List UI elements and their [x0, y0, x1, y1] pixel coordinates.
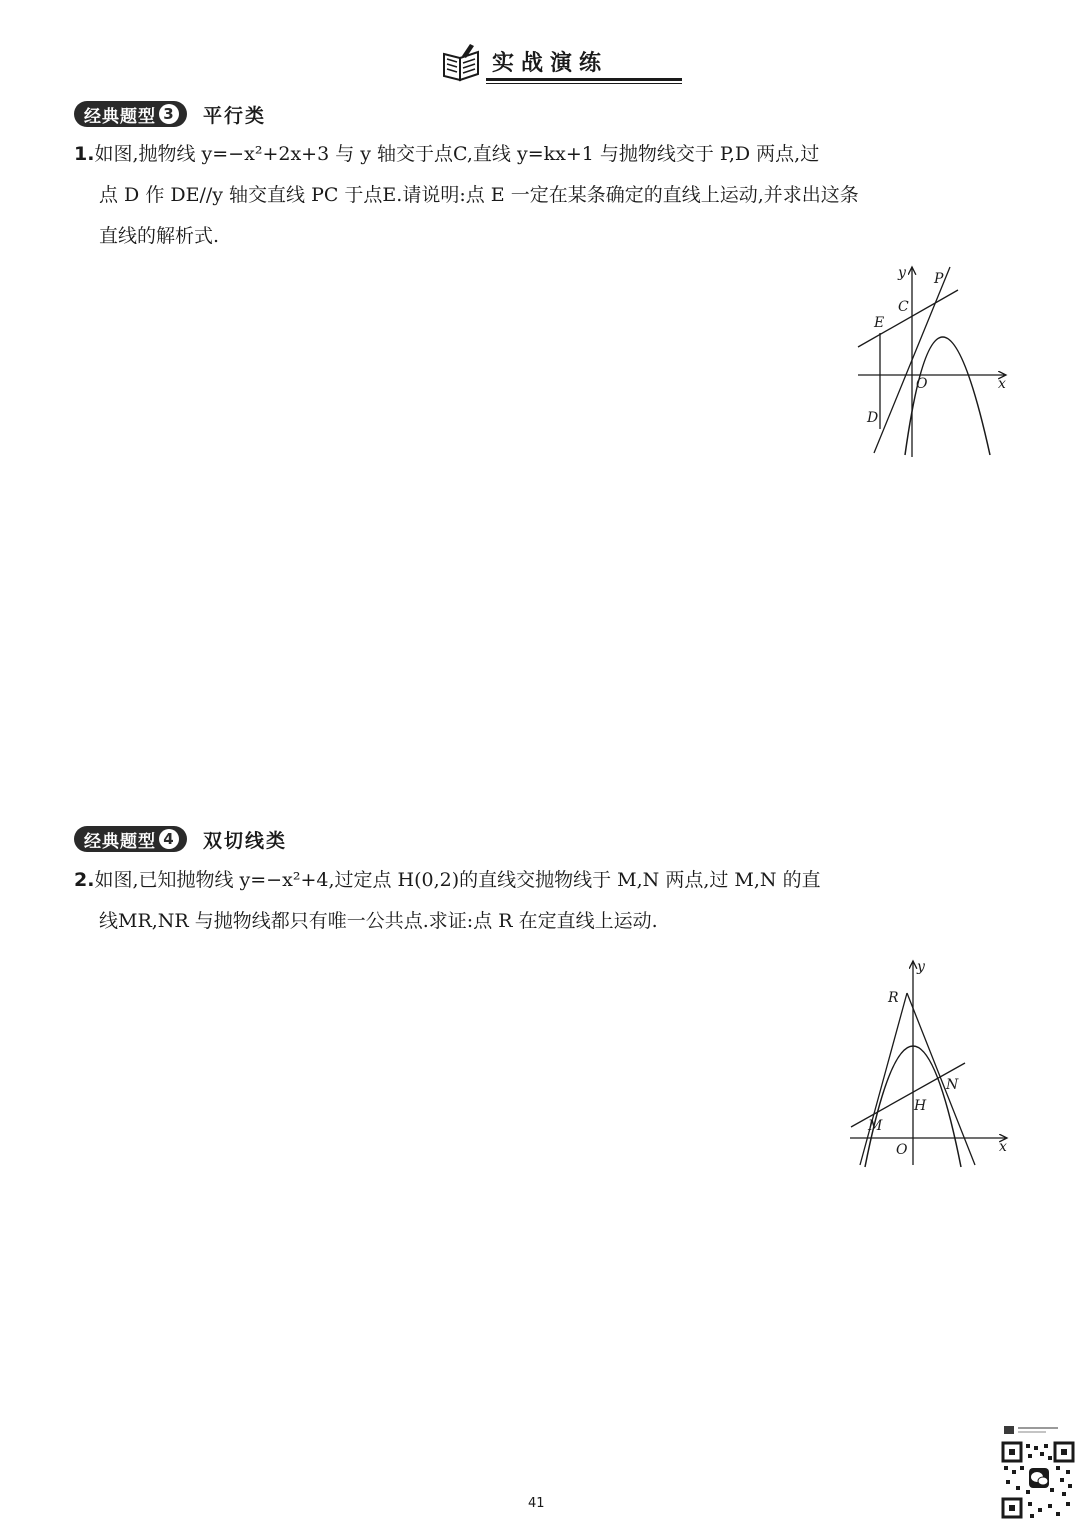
- tangent-nr: [907, 993, 975, 1165]
- section-header: [440, 40, 650, 86]
- problem-number: 2.: [74, 869, 95, 891]
- label-e: E: [874, 315, 885, 331]
- page-number: 41: [528, 1496, 545, 1511]
- problem-1-line-2: 点 D 作 DE//y 轴交直线 PC 于点E.请说明:点 E 一定在某条确定的直线上运动,并求出这条: [99, 184, 859, 206]
- label-c: C: [898, 299, 909, 315]
- section-tag-pill: [74, 826, 187, 852]
- figure-2: [845, 955, 1015, 1170]
- header-rule-thin: [486, 83, 682, 84]
- problem-text: 如图,抛物线 y=−x²+2x+3 与 y 轴交于点C,直线 y=kx+1 与抛物线交于 P,D 两点,过: [94, 143, 820, 165]
- figure-1: [850, 255, 1015, 465]
- label-h: H: [914, 1098, 927, 1114]
- section-tag-number: 3: [159, 104, 179, 124]
- section-tag-text: 经典题型: [84, 831, 156, 852]
- header-rule: [486, 78, 682, 81]
- label-o: O: [896, 1142, 908, 1158]
- book-icon: [440, 42, 484, 82]
- label-n: N: [946, 1077, 959, 1093]
- section-title: 平行类: [203, 104, 267, 127]
- label-d: D: [867, 410, 879, 426]
- label-r: R: [888, 990, 899, 1006]
- problem-1: [74, 134, 1014, 257]
- problem-1-line-3: 直线的解析式.: [99, 225, 220, 247]
- section-tag-pill: [74, 101, 187, 127]
- header-title: 实战演练: [492, 51, 609, 76]
- section-tag-3: [74, 101, 266, 127]
- label-x: x: [999, 1139, 1007, 1155]
- label-y: y: [898, 265, 906, 281]
- problem-2-line-2: 线MR,NR 与抛物线都只有唯一公共点.求证:点 R 在定直线上运动.: [99, 910, 658, 932]
- section-title: 双切线类: [203, 829, 288, 852]
- label-p: P: [934, 271, 944, 287]
- label-y: y: [917, 959, 925, 975]
- qr-code-icon: [1000, 1424, 1076, 1520]
- problem-text: 如图,已知抛物线 y=−x²+4,过定点 H(0,2)的直线交抛物线于 M,N 两点,过 M,N 的直: [94, 869, 821, 891]
- problem-2: [74, 860, 1014, 942]
- parabola: [905, 337, 990, 455]
- problem-number: 1.: [74, 143, 95, 165]
- section-tag-4: [74, 826, 287, 852]
- label-o: O: [916, 376, 928, 392]
- label-x: x: [998, 376, 1006, 392]
- section-tag-number: 4: [159, 829, 179, 849]
- section-tag-text: 经典题型: [84, 106, 156, 127]
- problem-2-line-1: [74, 860, 1014, 901]
- tangent-mr: [860, 993, 907, 1165]
- problem-1-line-1: [74, 134, 1014, 175]
- label-m: M: [868, 1118, 883, 1134]
